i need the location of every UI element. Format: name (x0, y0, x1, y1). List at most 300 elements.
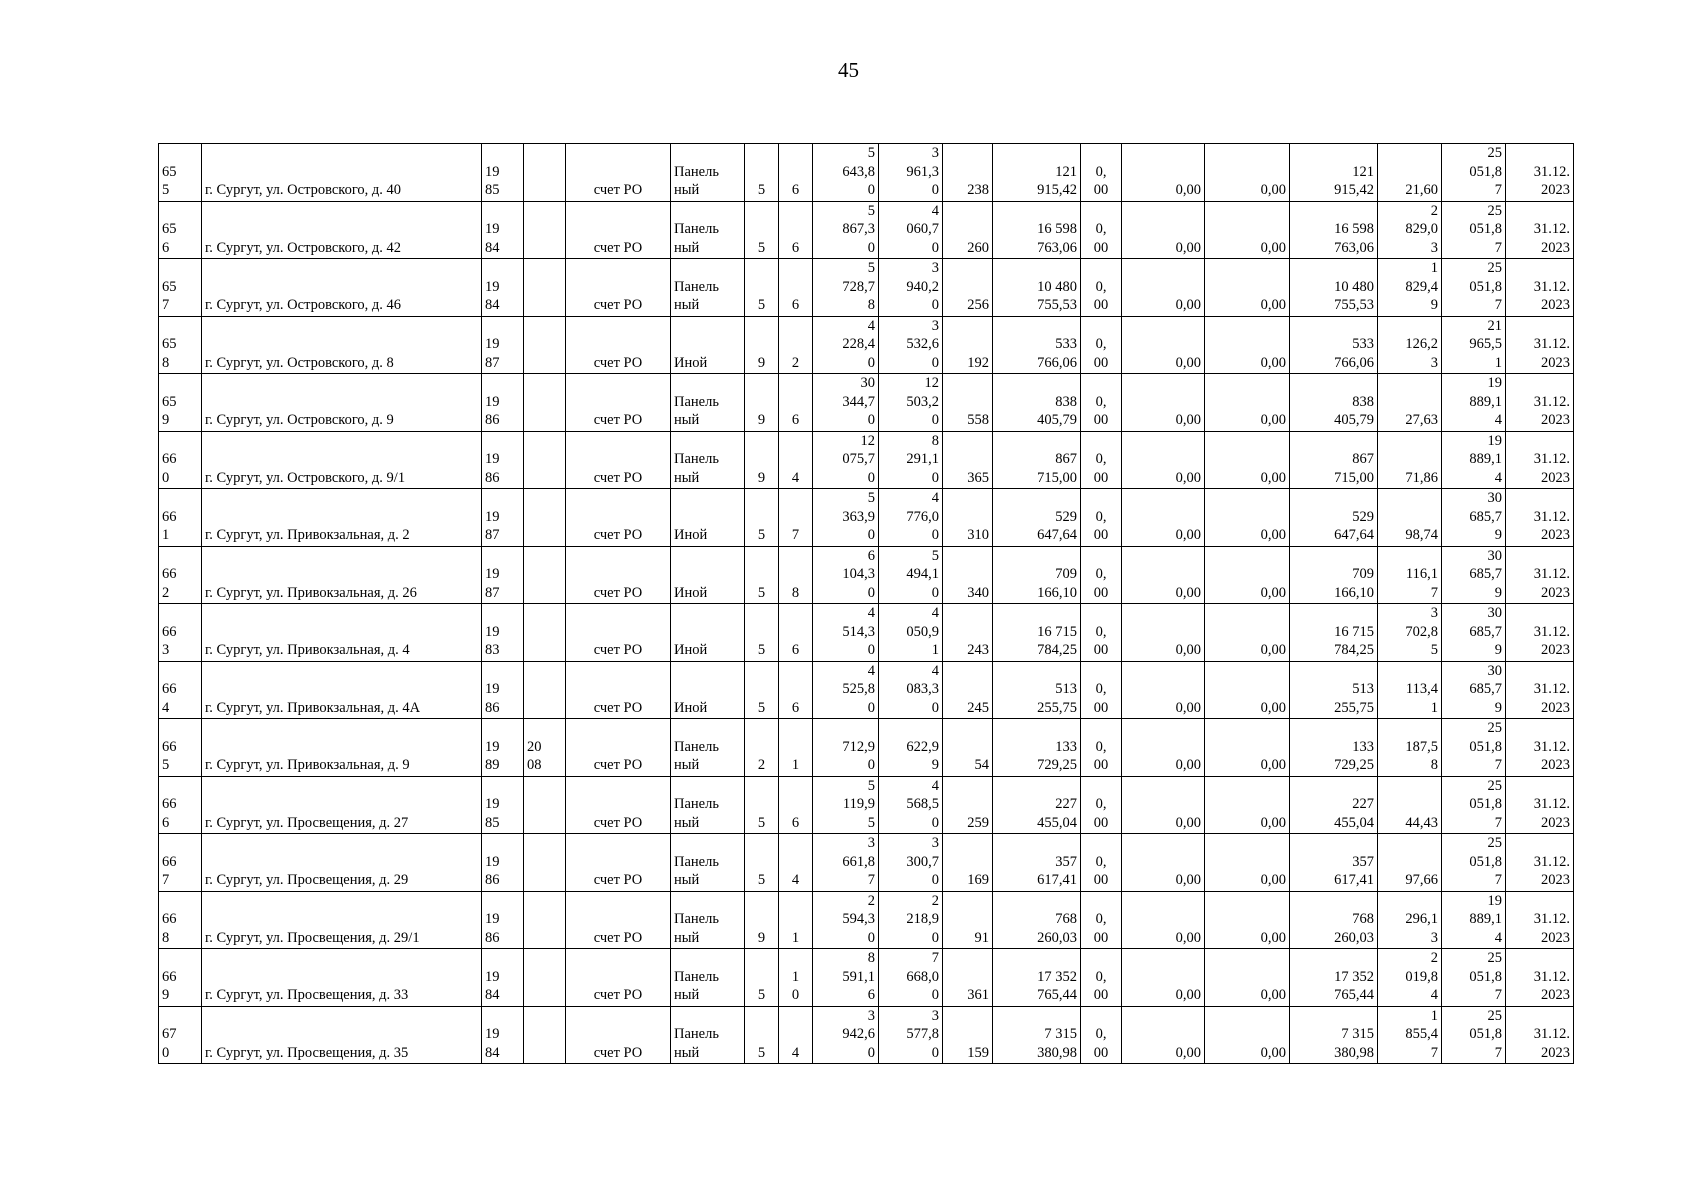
deadline-cell: 31.12. 2023 (1506, 834, 1574, 892)
total-area-cell: 30 344,7 0 (813, 374, 879, 432)
row-number: 65 5 (159, 144, 202, 202)
cost-per-sqm-cell: 2 019,8 4 (1378, 949, 1442, 1007)
total-cost-cell: 867 715,00 (993, 431, 1081, 489)
entrances-cell: 6 (779, 144, 813, 202)
cost-per-sqm-cell: 97,66 (1378, 834, 1442, 892)
floors-cell: 9 (745, 431, 779, 489)
federal-cost-cell: 0, 00 (1081, 1006, 1122, 1064)
residents-cell: 340 (943, 546, 993, 604)
local-cost-cell: 0,00 (1205, 259, 1290, 317)
deadline-cell: 31.12. 2023 (1506, 719, 1574, 777)
wall-material-cell: Панель ный (671, 834, 745, 892)
deadline-cell: 31.12. 2023 (1506, 316, 1574, 374)
cost-limit-cell: 30 685,7 9 (1442, 546, 1506, 604)
year-built-cell: 19 86 (482, 374, 524, 432)
owners-cost-cell: 513 255,75 (1290, 661, 1378, 719)
wall-material-cell: Панель ный (671, 201, 745, 259)
floors-cell: 5 (745, 949, 779, 1007)
regional-cost-cell: 0,00 (1122, 259, 1205, 317)
deadline-cell: 31.12. 2023 (1506, 489, 1574, 547)
owners-cost-cell: 16 715 784,25 (1290, 604, 1378, 662)
living-area-cell: 4 083,3 0 (879, 661, 943, 719)
total-area-cell: 5 867,3 0 (813, 201, 879, 259)
wall-material-cell: Панель ный (671, 259, 745, 317)
table-row (159, 949, 1574, 1007)
total-area-cell: 4 228,4 0 (813, 316, 879, 374)
wall-material-cell: Панель ный (671, 776, 745, 834)
owners-cost-cell: 838 405,79 (1290, 374, 1378, 432)
cost-limit-cell: 25 051,8 7 (1442, 201, 1506, 259)
entrances-cell: 4 (779, 834, 813, 892)
entrances-cell: 6 (779, 661, 813, 719)
living-area-cell: 3 961,3 0 (879, 144, 943, 202)
regional-cost-cell: 0,00 (1122, 776, 1205, 834)
address-cell: г. Сургут, ул. Просвещения, д. 29/1 (202, 891, 482, 949)
cost-per-sqm-cell: 98,74 (1378, 489, 1442, 547)
regional-cost-cell: 0,00 (1122, 604, 1205, 662)
cost-limit-cell: 25 051,8 7 (1442, 949, 1506, 1007)
owners-cost-cell: 121 915,42 (1290, 144, 1378, 202)
local-cost-cell: 0,00 (1205, 891, 1290, 949)
deadline-cell: 31.12. 2023 (1506, 891, 1574, 949)
wall-material-cell: Панель ный (671, 949, 745, 1007)
total-area-cell: 8 591,1 6 (813, 949, 879, 1007)
row-number: 66 0 (159, 431, 202, 489)
table-row (159, 891, 1574, 949)
total-area-cell: 4 514,3 0 (813, 604, 879, 662)
funding-source-cell: счет РО (566, 546, 671, 604)
year-repair-cell (524, 1006, 566, 1064)
funding-source-cell: счет РО (566, 776, 671, 834)
table-row (159, 719, 1574, 777)
residents-cell: 260 (943, 201, 993, 259)
local-cost-cell: 0,00 (1205, 1006, 1290, 1064)
owners-cost-cell: 10 480 755,53 (1290, 259, 1378, 317)
regional-cost-cell: 0,00 (1122, 949, 1205, 1007)
deadline-cell: 31.12. 2023 (1506, 949, 1574, 1007)
page-number: 45 (838, 58, 859, 82)
residents-cell: 245 (943, 661, 993, 719)
entrances-cell: 4 (779, 1006, 813, 1064)
funding-source-cell: счет РО (566, 604, 671, 662)
deadline-cell: 31.12. 2023 (1506, 776, 1574, 834)
owners-cost-cell: 533 766,06 (1290, 316, 1378, 374)
regional-cost-cell: 0,00 (1122, 431, 1205, 489)
cost-limit-cell: 30 685,7 9 (1442, 661, 1506, 719)
row-number: 66 7 (159, 834, 202, 892)
floors-cell: 5 (745, 834, 779, 892)
entrances-cell: 4 (779, 431, 813, 489)
total-area-cell: 5 119,9 5 (813, 776, 879, 834)
cost-limit-cell: 25 051,8 7 (1442, 144, 1506, 202)
address-cell: г. Сургут, ул. Привокзальная, д. 9 (202, 719, 482, 777)
residents-cell: 243 (943, 604, 993, 662)
floors-cell: 5 (745, 604, 779, 662)
regional-cost-cell: 0,00 (1122, 201, 1205, 259)
floors-cell: 5 (745, 776, 779, 834)
entrances-cell: 2 (779, 316, 813, 374)
cost-per-sqm-cell: 71,86 (1378, 431, 1442, 489)
wall-material-cell: Панель ный (671, 719, 745, 777)
address-cell: г. Сургут, ул. Просвещения, д. 35 (202, 1006, 482, 1064)
year-built-cell: 19 84 (482, 1006, 524, 1064)
deadline-cell: 31.12. 2023 (1506, 431, 1574, 489)
owners-cost-cell: 768 260,03 (1290, 891, 1378, 949)
row-number: 66 9 (159, 949, 202, 1007)
year-repair-cell (524, 546, 566, 604)
local-cost-cell: 0,00 (1205, 604, 1290, 662)
address-cell: г. Сургут, ул. Просвещения, д. 27 (202, 776, 482, 834)
residents-cell: 169 (943, 834, 993, 892)
total-cost-cell: 227 455,04 (993, 776, 1081, 834)
owners-cost-cell: 133 729,25 (1290, 719, 1378, 777)
federal-cost-cell: 0, 00 (1081, 719, 1122, 777)
year-built-cell: 19 86 (482, 834, 524, 892)
residents-cell: 259 (943, 776, 993, 834)
federal-cost-cell: 0, 00 (1081, 374, 1122, 432)
table-row (159, 1006, 1574, 1064)
year-built-cell: 19 83 (482, 604, 524, 662)
building-registry-table (158, 143, 1574, 1064)
funding-source-cell: счет РО (566, 834, 671, 892)
total-cost-cell: 7 315 380,98 (993, 1006, 1081, 1064)
total-area-cell: 4 525,8 0 (813, 661, 879, 719)
owners-cost-cell: 7 315 380,98 (1290, 1006, 1378, 1064)
entrances-cell: 1 (779, 719, 813, 777)
address-cell: г. Сургут, ул. Островского, д. 8 (202, 316, 482, 374)
regional-cost-cell: 0,00 (1122, 144, 1205, 202)
total-area-cell: 5 363,9 0 (813, 489, 879, 547)
total-area-cell: 2 594,3 0 (813, 891, 879, 949)
total-area-cell: 712,9 0 (813, 719, 879, 777)
living-area-cell: 3 940,2 0 (879, 259, 943, 317)
local-cost-cell: 0,00 (1205, 489, 1290, 547)
cost-per-sqm-cell: 44,43 (1378, 776, 1442, 834)
year-built-cell: 19 86 (482, 891, 524, 949)
federal-cost-cell: 0, 00 (1081, 834, 1122, 892)
total-cost-cell: 17 352 765,44 (993, 949, 1081, 1007)
floors-cell: 5 (745, 201, 779, 259)
floors-cell: 9 (745, 891, 779, 949)
table-row (159, 834, 1574, 892)
row-number: 65 6 (159, 201, 202, 259)
row-number: 65 8 (159, 316, 202, 374)
living-area-cell: 12 503,2 0 (879, 374, 943, 432)
row-number: 65 7 (159, 259, 202, 317)
deadline-cell: 31.12. 2023 (1506, 374, 1574, 432)
funding-source-cell: счет РО (566, 891, 671, 949)
wall-material-cell: Иной (671, 489, 745, 547)
year-built-cell: 19 86 (482, 661, 524, 719)
federal-cost-cell: 0, 00 (1081, 431, 1122, 489)
federal-cost-cell: 0, 00 (1081, 949, 1122, 1007)
floors-cell: 5 (745, 259, 779, 317)
living-area-cell: 3 532,6 0 (879, 316, 943, 374)
cost-per-sqm-cell: 3 702,8 5 (1378, 604, 1442, 662)
year-repair-cell (524, 949, 566, 1007)
total-cost-cell: 16 715 784,25 (993, 604, 1081, 662)
address-cell: г. Сургут, ул. Островского, д. 40 (202, 144, 482, 202)
living-area-cell: 7 668,0 0 (879, 949, 943, 1007)
table-row (159, 546, 1574, 604)
local-cost-cell: 0,00 (1205, 719, 1290, 777)
year-built-cell: 19 84 (482, 949, 524, 1007)
table-row (159, 316, 1574, 374)
row-number: 66 8 (159, 891, 202, 949)
cost-limit-cell: 19 889,1 4 (1442, 431, 1506, 489)
cost-per-sqm-cell: 187,5 8 (1378, 719, 1442, 777)
table-row (159, 604, 1574, 662)
entrances-cell: 7 (779, 489, 813, 547)
row-number: 66 5 (159, 719, 202, 777)
owners-cost-cell: 709 166,10 (1290, 546, 1378, 604)
residents-cell: 91 (943, 891, 993, 949)
federal-cost-cell: 0, 00 (1081, 546, 1122, 604)
regional-cost-cell: 0,00 (1122, 489, 1205, 547)
table-row (159, 201, 1574, 259)
funding-source-cell: счет РО (566, 949, 671, 1007)
residents-cell: 365 (943, 431, 993, 489)
residents-cell: 361 (943, 949, 993, 1007)
living-area-cell: 4 060,7 0 (879, 201, 943, 259)
total-cost-cell: 16 598 763,06 (993, 201, 1081, 259)
year-built-cell: 19 86 (482, 431, 524, 489)
funding-source-cell: счет РО (566, 144, 671, 202)
row-number: 66 1 (159, 489, 202, 547)
row-number: 66 4 (159, 661, 202, 719)
total-area-cell: 12 075,7 0 (813, 431, 879, 489)
living-area-cell: 5 494,1 0 (879, 546, 943, 604)
cost-per-sqm-cell: 1 829,4 9 (1378, 259, 1442, 317)
total-cost-cell: 533 766,06 (993, 316, 1081, 374)
local-cost-cell: 0,00 (1205, 144, 1290, 202)
total-cost-cell: 513 255,75 (993, 661, 1081, 719)
residents-cell: 310 (943, 489, 993, 547)
table-row (159, 374, 1574, 432)
year-built-cell: 19 85 (482, 144, 524, 202)
residents-cell: 256 (943, 259, 993, 317)
cost-limit-cell: 25 051,8 7 (1442, 1006, 1506, 1064)
owners-cost-cell: 227 455,04 (1290, 776, 1378, 834)
row-number: 66 3 (159, 604, 202, 662)
total-cost-cell: 768 260,03 (993, 891, 1081, 949)
local-cost-cell: 0,00 (1205, 374, 1290, 432)
cost-limit-cell: 25 051,8 7 (1442, 776, 1506, 834)
residents-cell: 558 (943, 374, 993, 432)
year-repair-cell (524, 316, 566, 374)
entrances-cell: 6 (779, 201, 813, 259)
total-area-cell: 3 661,8 7 (813, 834, 879, 892)
address-cell: г. Сургут, ул. Островского, д. 9 (202, 374, 482, 432)
year-repair-cell (524, 834, 566, 892)
federal-cost-cell: 0, 00 (1081, 489, 1122, 547)
wall-material-cell: Панель ный (671, 374, 745, 432)
cost-per-sqm-cell: 1 855,4 7 (1378, 1006, 1442, 1064)
row-number: 67 0 (159, 1006, 202, 1064)
total-cost-cell: 133 729,25 (993, 719, 1081, 777)
deadline-cell: 31.12. 2023 (1506, 144, 1574, 202)
registry-body (159, 144, 1574, 1064)
address-cell: г. Сургут, ул. Привокзальная, д. 26 (202, 546, 482, 604)
total-cost-cell: 529 647,64 (993, 489, 1081, 547)
total-cost-cell: 357 617,41 (993, 834, 1081, 892)
cost-limit-cell: 21 965,5 1 (1442, 316, 1506, 374)
local-cost-cell: 0,00 (1205, 546, 1290, 604)
cost-limit-cell: 25 051,8 7 (1442, 834, 1506, 892)
cost-per-sqm-cell: 2 829,0 3 (1378, 201, 1442, 259)
living-area-cell: 4 050,9 1 (879, 604, 943, 662)
year-repair-cell (524, 374, 566, 432)
residents-cell: 238 (943, 144, 993, 202)
wall-material-cell: Панель ный (671, 144, 745, 202)
federal-cost-cell: 0, 00 (1081, 201, 1122, 259)
year-repair-cell (524, 144, 566, 202)
living-area-cell: 4 568,5 0 (879, 776, 943, 834)
federal-cost-cell: 0, 00 (1081, 144, 1122, 202)
floors-cell: 5 (745, 546, 779, 604)
total-area-cell: 5 643,8 0 (813, 144, 879, 202)
federal-cost-cell: 0, 00 (1081, 259, 1122, 317)
owners-cost-cell: 357 617,41 (1290, 834, 1378, 892)
local-cost-cell: 0,00 (1205, 201, 1290, 259)
funding-source-cell: счет РО (566, 1006, 671, 1064)
year-built-cell: 19 87 (482, 489, 524, 547)
address-cell: г. Сургут, ул. Привокзальная, д. 4А (202, 661, 482, 719)
local-cost-cell: 0,00 (1205, 949, 1290, 1007)
entrances-cell: 6 (779, 776, 813, 834)
cost-limit-cell: 19 889,1 4 (1442, 374, 1506, 432)
address-cell: г. Сургут, ул. Островского, д. 42 (202, 201, 482, 259)
deadline-cell: 31.12. 2023 (1506, 661, 1574, 719)
wall-material-cell: Панель ный (671, 431, 745, 489)
wall-material-cell: Иной (671, 546, 745, 604)
year-built-cell: 19 85 (482, 776, 524, 834)
table-row (159, 661, 1574, 719)
local-cost-cell: 0,00 (1205, 834, 1290, 892)
entrances-cell: 6 (779, 604, 813, 662)
year-built-cell: 19 84 (482, 201, 524, 259)
total-area-cell: 6 104,3 0 (813, 546, 879, 604)
federal-cost-cell: 0, 00 (1081, 661, 1122, 719)
wall-material-cell: Иной (671, 661, 745, 719)
regional-cost-cell: 0,00 (1122, 661, 1205, 719)
local-cost-cell: 0,00 (1205, 431, 1290, 489)
entrances-cell: 6 (779, 259, 813, 317)
regional-cost-cell: 0,00 (1122, 546, 1205, 604)
address-cell: г. Сургут, ул. Привокзальная, д. 2 (202, 489, 482, 547)
table-row (159, 489, 1574, 547)
funding-source-cell: счет РО (566, 719, 671, 777)
cost-limit-cell: 30 685,7 9 (1442, 604, 1506, 662)
cost-per-sqm-cell: 116,1 7 (1378, 546, 1442, 604)
residents-cell: 159 (943, 1006, 993, 1064)
entrances-cell: 6 (779, 374, 813, 432)
floors-cell: 5 (745, 144, 779, 202)
living-area-cell: 3 300,7 0 (879, 834, 943, 892)
address-cell: г. Сургут, ул. Просвещения, д. 33 (202, 949, 482, 1007)
living-area-cell: 3 577,8 0 (879, 1006, 943, 1064)
total-cost-cell: 10 480 755,53 (993, 259, 1081, 317)
year-built-cell: 19 84 (482, 259, 524, 317)
deadline-cell: 31.12. 2023 (1506, 201, 1574, 259)
local-cost-cell: 0,00 (1205, 316, 1290, 374)
total-cost-cell: 121 915,42 (993, 144, 1081, 202)
funding-source-cell: счет РО (566, 259, 671, 317)
table-row (159, 776, 1574, 834)
wall-material-cell: Иной (671, 604, 745, 662)
entrances-cell: 8 (779, 546, 813, 604)
living-area-cell: 622,9 9 (879, 719, 943, 777)
floors-cell: 2 (745, 719, 779, 777)
funding-source-cell: счет РО (566, 374, 671, 432)
floors-cell: 5 (745, 1006, 779, 1064)
owners-cost-cell: 529 647,64 (1290, 489, 1378, 547)
cost-limit-cell: 25 051,8 7 (1442, 719, 1506, 777)
address-cell: г. Сургут, ул. Привокзальная, д. 4 (202, 604, 482, 662)
row-number: 66 6 (159, 776, 202, 834)
entrances-cell: 1 (779, 891, 813, 949)
entrances-cell: 1 0 (779, 949, 813, 1007)
floors-cell: 9 (745, 316, 779, 374)
federal-cost-cell: 0, 00 (1081, 891, 1122, 949)
cost-per-sqm-cell: 21,60 (1378, 144, 1442, 202)
owners-cost-cell: 867 715,00 (1290, 431, 1378, 489)
table-row (159, 259, 1574, 317)
floors-cell: 5 (745, 489, 779, 547)
regional-cost-cell: 0,00 (1122, 1006, 1205, 1064)
cost-per-sqm-cell: 113,4 1 (1378, 661, 1442, 719)
year-repair-cell (524, 604, 566, 662)
federal-cost-cell: 0, 00 (1081, 776, 1122, 834)
year-repair-cell: 20 08 (524, 719, 566, 777)
regional-cost-cell: 0,00 (1122, 719, 1205, 777)
regional-cost-cell: 0,00 (1122, 374, 1205, 432)
living-area-cell: 2 218,9 0 (879, 891, 943, 949)
owners-cost-cell: 16 598 763,06 (1290, 201, 1378, 259)
federal-cost-cell: 0, 00 (1081, 316, 1122, 374)
funding-source-cell: счет РО (566, 489, 671, 547)
year-built-cell: 19 87 (482, 316, 524, 374)
local-cost-cell: 0,00 (1205, 661, 1290, 719)
deadline-cell: 31.12. 2023 (1506, 259, 1574, 317)
year-repair-cell (524, 431, 566, 489)
funding-source-cell: счет РО (566, 316, 671, 374)
total-area-cell: 5 728,7 8 (813, 259, 879, 317)
cost-per-sqm-cell: 126,2 3 (1378, 316, 1442, 374)
federal-cost-cell: 0, 00 (1081, 604, 1122, 662)
address-cell: г. Сургут, ул. Островского, д. 46 (202, 259, 482, 317)
year-built-cell: 19 89 (482, 719, 524, 777)
funding-source-cell: счет РО (566, 431, 671, 489)
living-area-cell: 4 776,0 0 (879, 489, 943, 547)
floors-cell: 5 (745, 661, 779, 719)
year-repair-cell (524, 891, 566, 949)
funding-source-cell: счет РО (566, 201, 671, 259)
funding-source-cell: счет РО (566, 661, 671, 719)
local-cost-cell: 0,00 (1205, 776, 1290, 834)
year-built-cell: 19 87 (482, 546, 524, 604)
wall-material-cell: Панель ный (671, 891, 745, 949)
address-cell: г. Сургут, ул. Островского, д. 9/1 (202, 431, 482, 489)
deadline-cell: 31.12. 2023 (1506, 1006, 1574, 1064)
total-cost-cell: 838 405,79 (993, 374, 1081, 432)
wall-material-cell: Панель ный (671, 1006, 745, 1064)
year-repair-cell (524, 776, 566, 834)
cost-limit-cell: 25 051,8 7 (1442, 259, 1506, 317)
deadline-cell: 31.12. 2023 (1506, 604, 1574, 662)
residents-cell: 192 (943, 316, 993, 374)
year-repair-cell (524, 201, 566, 259)
